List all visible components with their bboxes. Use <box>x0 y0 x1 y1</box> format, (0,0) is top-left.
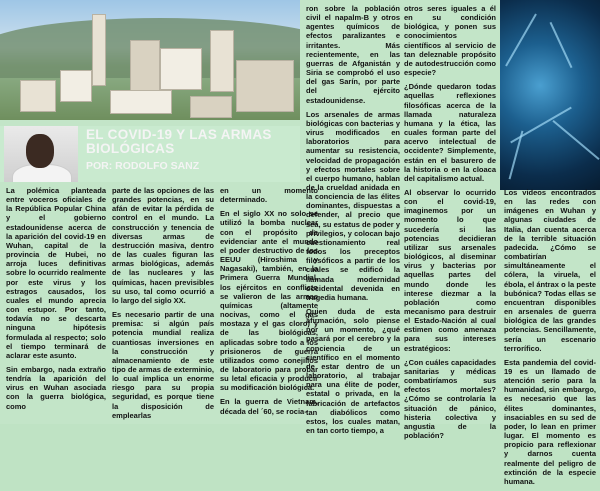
author-photo <box>4 126 78 182</box>
paragraph: Los videos encontrados en las redes con imágenes en Wuhan y algunas ciudades de Italia, dan cuenta acerca de la terrible situación padecida. ¿Cómo se combatirían simultáneamente el cólera, la viruela, el ébola, el ántrax o la peste bubónica? Todas ellas se encuentran disponibles en arsenales de guerra biológica de las grandes potencias. Sencillamente, sería un escenario terrorífico. <box>504 188 596 353</box>
paragraph: ¿Con cuáles capacidades sanitarias y médicas combatiríamos sus efectos mortales? ¿Cómo se controlaría la situación de pánico, histeria colectiva y angustia de la población? <box>404 357 496 441</box>
article-byline: POR: RODOLFO SANZ <box>86 160 200 172</box>
paragraph: En la guerra de Vietnam, década del ´60, se rocia- <box>220 397 318 416</box>
paragraph: En el siglo XX no solo se utilizó la bomba nuclear con el propósito de evidenciar ante el mundo el poder destructivo de los EEUU (Hiroshima y Nagasaki), también, en la Primera Guerra Mundial, los ejércitos en conflicto se valieron de las armas químicas (altamente nocivas, como el gas mostaza y el gas cloro) y de las biológicas, aplicadas sobre todo a los prisioneros de guerra utilizados como conejillos de laboratorio para probar su letal eficacia y producir su modificación biológica. <box>220 209 318 393</box>
text-column-6 <box>504 188 596 491</box>
paragraph: en un momento determinado. <box>220 186 318 205</box>
paragraph: Esta pandemia del covid-19 es un llamado de atención serio para la humanidad, sin embargo, es necesario que las élites dominantes, insaciables en su sed de poder, lo lean en primer lugar. El momento es propicio para reflexionar y darnos cuenta realmente del peligro de extinción de la especie humana. <box>504 357 596 486</box>
paragraph: Los arsenales de armas biológicas con bacterias y virus modificados en laboratorios para aumentar su resistencia, velocidad de propagación y efectos mortales sobre el cuerpo humano, hablan de la crueldad anidada en la conciencia de las élites dominantes, dispuestas a defender, al precio que sea, su estatus de poder y privilegios, y colocan bajo cuestionamiento real todos los preceptos filosóficos a partir de los cuales se edificó la llamada modernidad occidental devenida en tragedia humana. <box>306 109 400 302</box>
city-photo <box>0 0 300 120</box>
text-column-5 <box>404 4 496 445</box>
text-column-4 <box>306 4 400 440</box>
paragraph: Sin embargo, nada extraño tendría la aparición del virus en Wuhan asociada con la guerra biológica, como <box>6 364 106 411</box>
paragraph: Es necesario partir de una premisa: si algún país potencia mundial realiza cuantiosas inversiones en la construcción y almacenamiento de este tipo de armas de exterminio, lo cual implica un enorme riesgo para su propia seguridad, es porque tiene la disposición de emplearlas <box>112 310 214 420</box>
paragraph: Quien duda de esta afirmación, solo piense por un momento, ¿qué pasará por el cerebro y la conciencia de un científico en el momento de estar dentro de un laboratorio, al trabajar para una élite de poder, estatal o privada, en la fabricación de artefactos tan diabólicos como estos, los cuales matan, en tan corto tiempo, a <box>306 307 400 436</box>
paragraph: ¿Dónde quedaron todas aquellas reflexiones filosóficas acerca de la llamada naturaleza humana y la ética, las cuales forman parte del acervo intelectual de occidente? Simplemente, están en el basurero de la historia o en la cloaca del capitalismo actual. <box>404 82 496 183</box>
text-column-2 <box>112 186 214 425</box>
text-column-3 <box>220 186 318 421</box>
paragraph: La polémica planteada entre voceros oficiales de la República Popular China y el gobierno estadounidense acerca de la aparición del covid-19 en Wuhan, capital de la provincia de Hubei, no arroja luces definitivas sobre lo ocurrido realmente por este virus y los estragos causados, los cuales el mundo aprecia con estupor. Por tanto, todavía no se descarta ninguna hipótesis formulada al respecto; solo el tiempo terminará de aclarar este asunto. <box>6 186 106 360</box>
paragraph: ron sobre la población civil el napalm-B y otros agentes químicos de efectos paralizantes e irritantes. Más recientemente, en las guerras de Afganistán y Siria se comprobó el uso del gas Sarín, por parte del ejército estadounidense. <box>306 4 400 105</box>
article-title: EL COVID-19 Y LAS ARMAS BIOLÓGICAS <box>86 127 272 156</box>
virus-photo <box>500 0 600 190</box>
paragraph: Al observar lo ocurrido con el covid-19, imaginemos por un momento lo que sucedería si las potencias decidieran utilizar sus arsenales biológicos, al diseminar virus y bacterias por aquellas partes del mundo donde les interese diezmar a la población como mecanismo para destruir el Estado-Nación al cual estimen como amenaza para sus intereses estratégicos: <box>404 187 496 353</box>
text-column-1 <box>6 186 106 416</box>
paragraph: otros seres iguales a él en su condición biológica, y ponen sus conocimientos científicos al servicio de tan deleznable propósito de autodestrucción como especie? <box>404 4 496 78</box>
paragraph: parte de las opciones de las grandes potencias, en su afán de evitar la pérdida de control en el mundo. La construcción y tenencia de diversas armas de destrucción masiva, dentro de las cuales figuran las armas biológicas, además de las nucleares y las químicas, hacen previsibles su uso, tal como ocurrió a lo largo del siglo XX. <box>112 186 214 305</box>
